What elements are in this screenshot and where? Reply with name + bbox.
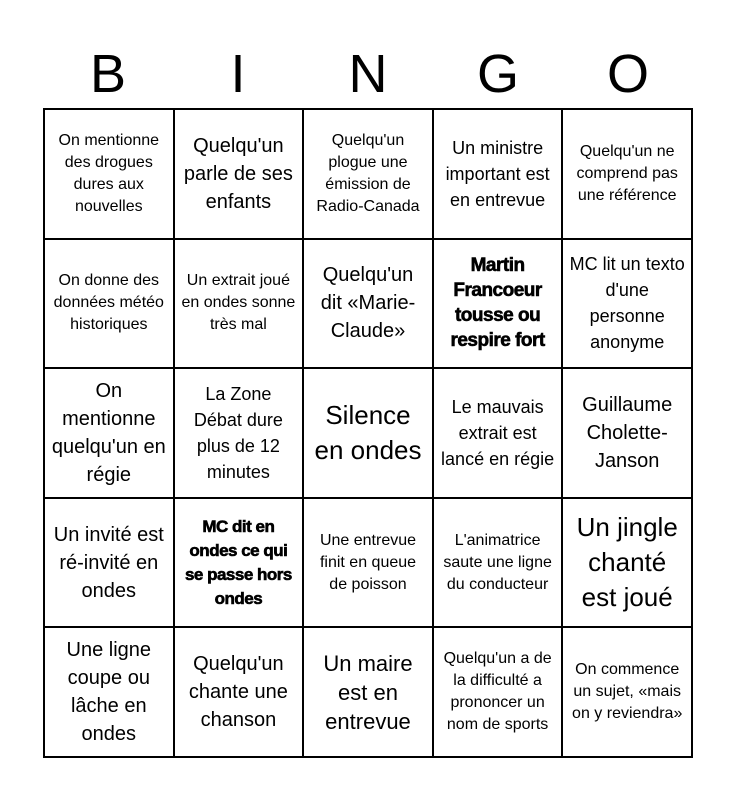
header-letter-g: G (476, 44, 519, 104)
bingo-cell[interactable]: Quelqu'un dit «Marie-Claude» (303, 239, 433, 369)
bingo-cell[interactable]: On donne des données météo historiques (44, 239, 174, 369)
bingo-cell[interactable]: Silence en ondes (303, 368, 433, 498)
bingo-cell[interactable]: Martin Francoeur tousse ou respire fort (433, 239, 563, 369)
header-letter-b: B (89, 44, 127, 104)
header-letter-n: N (348, 44, 388, 104)
bingo-cell[interactable]: Quelqu'un plogue une émission de Radio-Canada (303, 109, 433, 239)
bingo-cell[interactable]: L'animatrice saute une ligne du conducteur (433, 498, 563, 628)
bingo-cell[interactable]: Un maire est en entrevue (303, 627, 433, 757)
bingo-cell[interactable]: MC dit en ondes ce qui se passe hors ondes (174, 498, 304, 628)
bingo-cell[interactable]: Une entrevue finit en queue de poisson (303, 498, 433, 628)
bingo-cell[interactable]: Quelqu'un ne comprend pas une référence (562, 109, 692, 239)
bingo-cell[interactable]: Un jingle chanté est joué (562, 498, 692, 628)
bingo-cell[interactable]: On mentionne quelqu'un en régie (44, 368, 174, 498)
bingo-cell[interactable]: Quelqu'un a de la difficulté a prononcer un nom de sports (433, 627, 563, 757)
bingo-cell[interactable]: MC lit un texto d'une personne anonyme (562, 239, 692, 369)
bingo-cell[interactable]: Un extrait joué en ondes sonne très mal (174, 239, 304, 369)
bingo-cell[interactable]: Quelqu'un parle de ses enfants (174, 109, 304, 239)
bingo-cell[interactable]: Quelqu'un chante une chanson (174, 627, 304, 757)
bingo-header (43, 40, 693, 108)
header-letter-o: O (606, 44, 649, 104)
bingo-cell[interactable]: Un ministre important est en entrevue (433, 109, 563, 239)
bingo-cell[interactable]: Un invité est ré-invité en ondes (44, 498, 174, 628)
bingo-grid (43, 108, 693, 758)
header-letter-i: I (230, 44, 246, 104)
bingo-cell[interactable]: On mentionne des drogues dures aux nouvelles (44, 109, 174, 239)
bingo-cell[interactable]: Une ligne coupe ou lâche en ondes (44, 627, 174, 757)
bingo-cell[interactable]: Guillaume Cholette-Janson (562, 368, 692, 498)
bingo-cell[interactable]: La Zone Débat dure plus de 12 minutes (174, 368, 304, 498)
bingo-cell[interactable]: Le mauvais extrait est lancé en régie (433, 368, 563, 498)
bingo-cell[interactable]: On commence un sujet, «mais on y reviendra» (562, 627, 692, 757)
